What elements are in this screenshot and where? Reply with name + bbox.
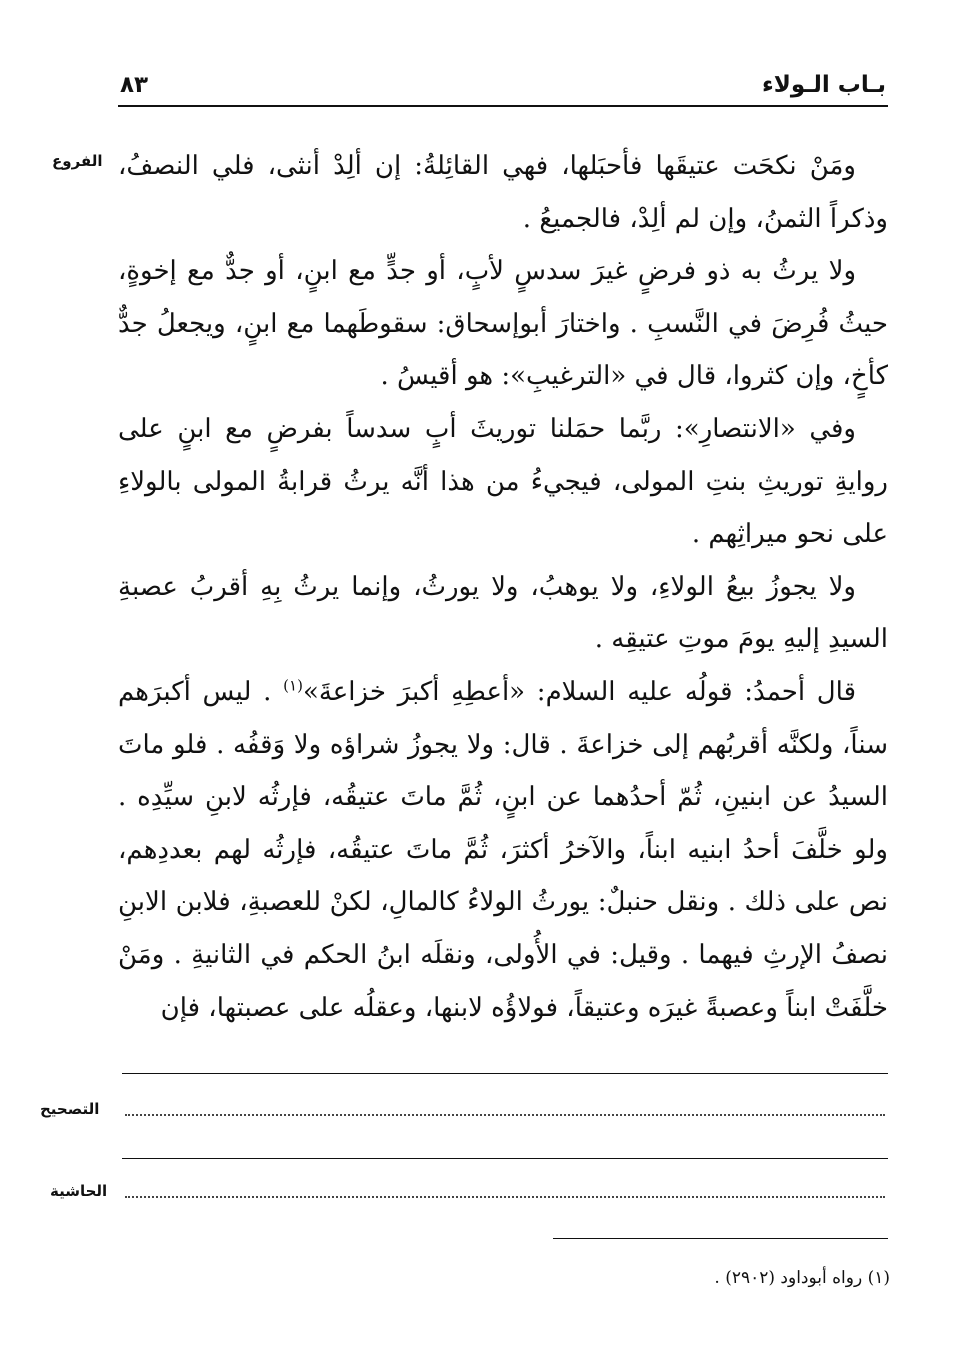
footnote-marker: (١) [283,676,303,695]
margin-label-hashiya: الحاشية [50,1182,108,1200]
paragraph-5-quote: قال أحمدُ: قولُه عليه السلام: «أعطِهِ أكبرَ خزاعةَ» [302,676,857,707]
footnote-rule [553,1238,888,1239]
margin-label-tashih: التصحيح [40,1100,100,1118]
correction-top-rule [122,1073,888,1074]
correction-dotted-line [125,1114,885,1116]
header-rule [118,105,888,107]
paragraph-1: ومَنْ نكحَت عتيقَها فأحبَلها، فهي القائِلةُ: إن ألِدْ أنثى، فلي النصفُ، وذكراً الثمنُ، وإن لم ألِدْ، فالجميعُ . [118,151,888,234]
paragraph-4: ولا يجوزُ بيعُ الولاءِ، ولا يوهبُ، ولا يورثُ، وإنما يرثُ بِهِ أقربُ عصبةِ السيدِ إليهِ يومَ موتِ عتيقِه . [118,571,888,655]
paragraph-2: ولا يرثُ به ذو فرضٍ غيرَ سدسٍ لأبٍ، أو جدٍّ مع ابنٍ، أو جدٌّ مع إخوةٍ، حيثُ فُرِضَ في النَّسبِ . واختارَ أبوإسحاق: سقوطَهما مع ابنٍ، ويجعلُ جدٌّ كأخٍ، وإن كثروا، قال في «الترغيبِ»: هو أقيسُ . [118,256,888,392]
chapter-title: بـاب الـولاء [762,72,886,98]
paragraph-3: وفي «الانتصارِ»: ربَّما حمَلنا توريثَ أبٍ سدساً بفرضٍ مع ابنٍ على روايةِ توريثِ بنتِ المولى، فيجيءُ من هذا أنَّه يرثُ قرابةُ المولى بالولاءِ على نحو ميراثِهم . [118,413,888,550]
margin-label-furu: الفروع [52,152,103,170]
footnote: (١) رواه أبوداود (٢٩٠٢) . [714,1268,890,1288]
page-number: ٨٣ [120,72,149,98]
main-text [118,140,888,1034]
notes-top-rule [122,1158,888,1159]
paragraph-5-body: . ليس أكبرَهم سناً، ولكنَّه أقربُهم إلى خزاعةَ . قال: ولا يجوزُ شراؤه ولا وَقفُه . فلو ماتَ السيدُ عن ابنينِ، ثُمّ أحدُهما عن ابنٍ، ثُمَّ ماتَ عتيقُه، فإرثُه لابنِ سيِّدِه . ولو خلَّفَ أحدُ ابنيه ابناً، والآخرُ أكثرَ، ثُمَّ ماتَ عتيقُه، فإرثُه لهم بعددِهم، نص على ذلك . ونقل حنبلٌ: يورثُ الولاءُ كالمالِ، لكنْ للعصبةِ، فلابن الابنِ نصفُ الإرثِ فيهما . وقيل: في الأُولى، ونقلَه ابنُ الحكم في الثانيةِ . ومَنْ خلَّفَتْ ابناً وعصبةً غيرَه وعتيقاً، فولاؤُه لابنها، وعقلُه على عصبتها، فإن [118,676,888,1023]
page-header [118,70,886,104]
notes-dotted-line [125,1196,885,1198]
paragraph-5 [118,666,888,1034]
